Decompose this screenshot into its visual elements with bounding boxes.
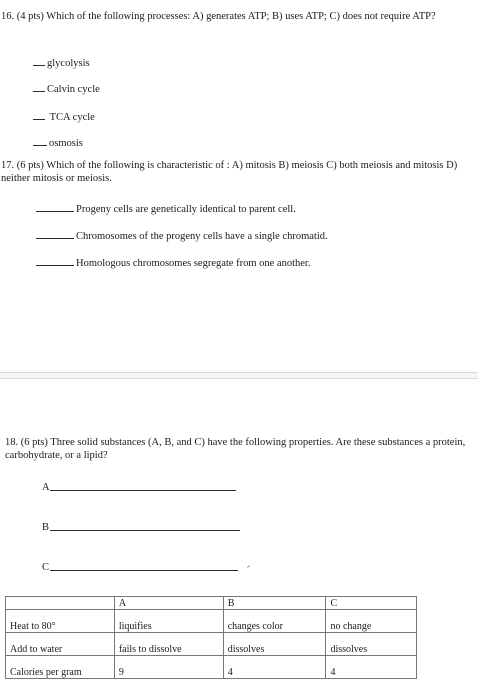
table-cell: 4 <box>326 656 417 679</box>
q16-item-label: Calvin cycle <box>47 84 100 95</box>
q16-item-glycolysis[interactable] <box>33 56 90 69</box>
table-row <box>6 633 417 656</box>
table-header-row <box>6 597 417 610</box>
table-header-cell: C <box>326 597 417 610</box>
q18-answer-c-line[interactable] <box>50 570 238 571</box>
q16-item-label: osmosis <box>49 138 83 149</box>
q18-answer-a-label: A <box>42 482 50 493</box>
answer-blank[interactable] <box>36 229 74 239</box>
answer-blank[interactable] <box>33 110 45 120</box>
table-cell: 9 <box>114 656 223 679</box>
table-header-cell: B <box>223 597 326 610</box>
q16-item-osmosis[interactable] <box>33 136 83 149</box>
table-cell: Add to water <box>6 633 115 656</box>
answer-blank[interactable] <box>33 82 45 92</box>
answer-blank[interactable] <box>33 136 47 146</box>
q17-item-1[interactable] <box>36 202 296 215</box>
q17-item-label: Progeny cells are genetically identical to parent cell. <box>76 204 296 215</box>
q16-item-label: glycolysis <box>47 58 90 69</box>
q17-item-label: Homologous chromosomes segregate from one another. <box>76 258 311 269</box>
table-cell: liquifies <box>114 610 223 633</box>
q18-answer-c-label: C <box>42 562 50 573</box>
q18-answer-a-line[interactable] <box>50 490 236 491</box>
q17-item-2[interactable] <box>36 229 328 242</box>
q16-item-calvin-cycle[interactable] <box>33 82 100 95</box>
table-row <box>6 610 417 633</box>
table-cell: dissolves <box>326 633 417 656</box>
table-cell: Calories per gram <box>6 656 115 679</box>
q16-item-tca-cycle[interactable] <box>33 110 95 123</box>
q17-item-label: Chromosomes of the progeny cells have a single chromatid. <box>76 231 328 242</box>
answer-blank[interactable] <box>36 256 74 266</box>
stray-mark <box>247 565 250 568</box>
answer-blank[interactable] <box>36 202 74 212</box>
answer-blank[interactable] <box>33 56 45 66</box>
q18-answer-b-label: B <box>42 522 50 533</box>
table-cell: no change <box>326 610 417 633</box>
table-cell: fails to dissolve <box>114 633 223 656</box>
q16-prompt: 16. (4 pts) Which of the following processes: A) generates ATP; B) uses ATP; C) does not require ATP? <box>1 11 436 22</box>
table-cell: dissolves <box>223 633 326 656</box>
table-cell: Heat to 80° <box>6 610 115 633</box>
properties-table <box>5 596 417 679</box>
q17-prompt: 17. (6 pts) Which of the following is characteristic of : A) mitosis B) meiosis C) both meiosis and mitosis D) neither mitosis or meiosis. <box>1 160 458 184</box>
q18-prompt: 18. (6 pts) Three solid substances (A, B, and C) have the following properties. Are these substances a protein, carbohydrate, or a lipid? <box>5 437 466 461</box>
q18-answer-b-line[interactable] <box>50 530 240 531</box>
page-break <box>0 372 478 379</box>
table-row <box>6 656 417 679</box>
table-cell: 4 <box>223 656 326 679</box>
table-header-cell: A <box>114 597 223 610</box>
q16-item-label: TCA cycle <box>49 112 95 123</box>
table-header-cell <box>6 597 115 610</box>
q17-item-3[interactable] <box>36 256 310 269</box>
table-cell: changes color <box>223 610 326 633</box>
